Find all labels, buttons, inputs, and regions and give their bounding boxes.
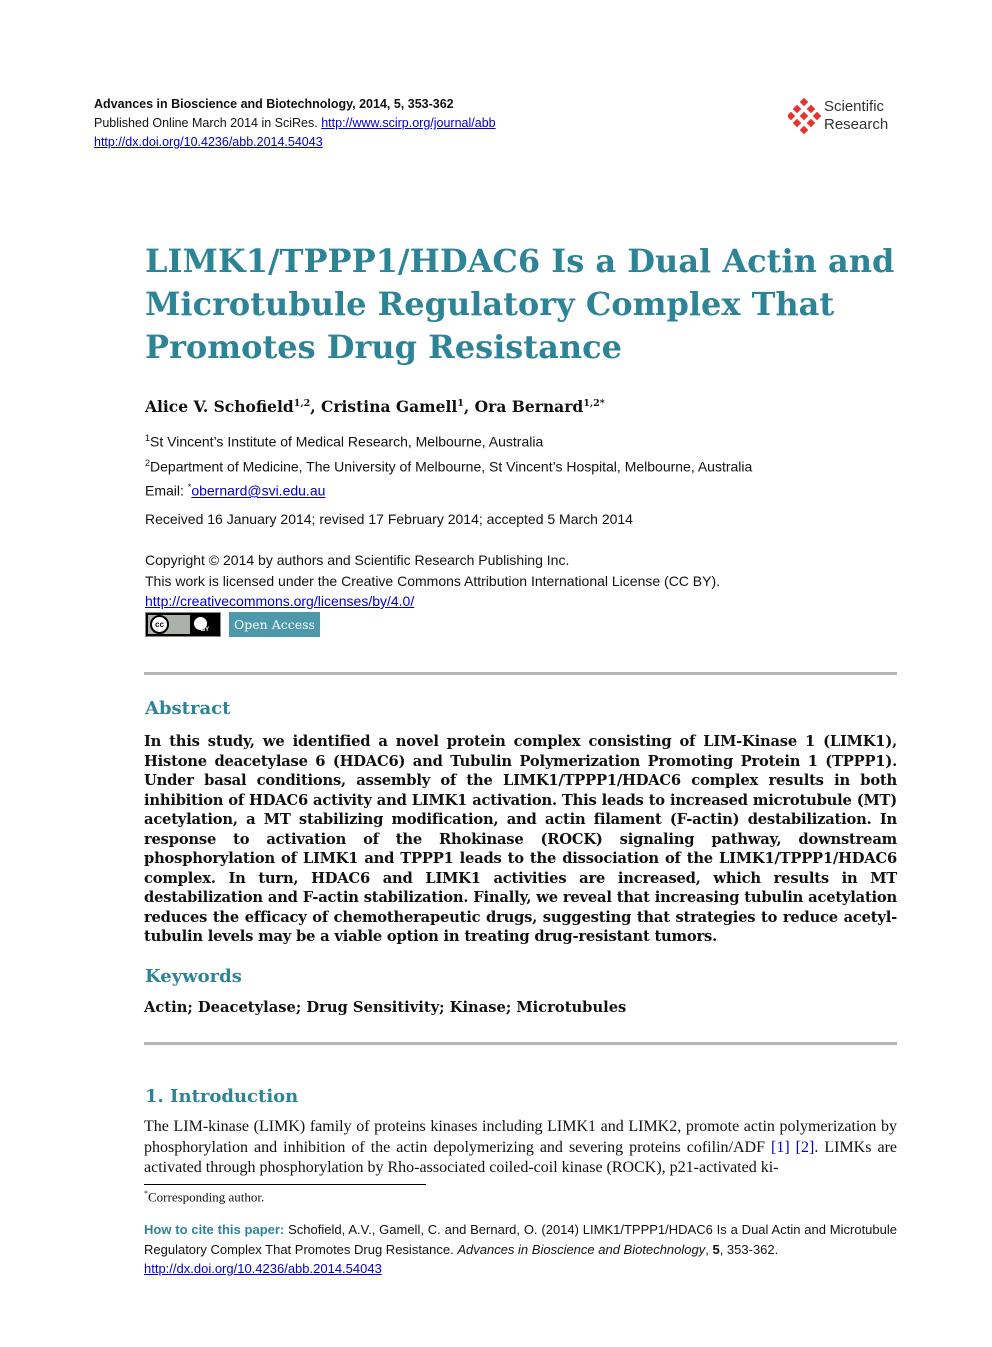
footnote-divider	[144, 1184, 426, 1185]
scirp-logo-icon	[788, 98, 822, 134]
cc-icon: cc	[150, 615, 169, 634]
author-affiliation-marker: 1,2*	[583, 397, 605, 409]
author-separator: ,	[463, 397, 475, 416]
abstract-text: In this study, we identified a novel protein complex consisting of LIM-Kinase 1 (LIMK1), Histone deacetylase 6 (HDAC6) and Tubulin Polymerization Promoting Protein 1 (TPPP1). Under basal conditions, assembly of the LIMK1/TPPP1/HDAC6 complex results in both inhibition of HDAC6 activity and LIMK1 activation. This leads to increased microtubule (MT) acetylation, a MT stabilizing modification, and actin filament (F-actin) destabilization. In response to activation of the Rhokinase (ROCK) signaling pathway, downstream phosphorylation of LIMK1 and TPPP1 leads to the dissociation of the LIMK1/TPPP1/HDAC6 complex. In turn, HDAC6 and LIMK1 activities are increased, which results in MT destabilization and F-actin stabilization. Finally, we reveal that increasing tubulin acetylation reduces the efficacy of chemotherapeutic drugs, suggesting that strategies to reduce acetyl-tubulin levels may be a viable option in treating drug-resistant tumors.	[144, 733, 897, 945]
doi-line	[94, 133, 496, 152]
keywords-heading: Keywords	[145, 966, 242, 987]
publication-line	[94, 114, 496, 133]
logo-text	[824, 98, 888, 134]
author-name: Ora Bernard	[474, 397, 584, 416]
footnote-text: Corresponding author.	[148, 1189, 265, 1205]
by-label: BY	[200, 627, 210, 633]
journal-header	[94, 95, 496, 152]
intro-text-part-2: . LIMKs are activated through phosphorylation by Rho-associated coiled-coil kinase (ROCK), p21-activated ki-	[144, 1138, 898, 1176]
email-label: Email:	[145, 482, 188, 499]
journal-citation: Advances in Bioscience and Biotechnology, 2014, 5, 353-362	[94, 97, 454, 111]
email-line	[145, 477, 752, 502]
author-affiliation-marker: 1	[457, 397, 464, 409]
reference-link-1[interactable]: [1]	[770, 1138, 790, 1156]
affiliation-text: St Vincent’s Institute of Medical Research, Melbourne, Australia	[150, 433, 544, 450]
license-line: This work is licensed under the Creative Commons Attribution International License (CC BY).	[145, 572, 721, 589]
author-list	[145, 397, 605, 416]
citation-authors-title: Schofield, A.V., Gamell, C. and Bernard, O. (2014) LIMK1/TPPP1/HDAC6 Is a Dual Actin and Microtubule Regulatory Complex That Promotes Drug Resistance.	[144, 1222, 897, 1257]
affiliation-text: Department of Medicine, The University of Melbourne, St Vincent’s Hospital, Melbourne, Australia	[150, 458, 753, 475]
author-separator: ,	[310, 397, 322, 416]
affiliation-1	[145, 428, 752, 453]
citation-separator: ,	[705, 1241, 713, 1257]
citation-journal: Advances in Bioscience and Biotechnology	[457, 1241, 706, 1257]
affiliation-number: 2	[145, 457, 151, 468]
logo-line-2: Research	[824, 116, 889, 133]
citation-block	[144, 1220, 897, 1279]
email-link[interactable]: obernard@svi.edu.au	[191, 482, 326, 499]
introduction-text	[144, 1117, 897, 1179]
header-doi-link[interactable]: http://dx.doi.org/10.4236/abb.2014.54043	[94, 135, 323, 149]
paper-title: LIMK1/TPPP1/HDAC6 Is a Dual Actin and Microtubule Regulatory Complex That Promotes Drug Resistance	[145, 242, 895, 366]
license-url-link[interactable]: http://creativecommons.org/licenses/by/4.0/	[145, 593, 415, 609]
abstract-heading: Abstract	[145, 698, 231, 719]
copyright-line: Copyright © 2014 by authors and Scientific Research Publishing Inc.	[145, 552, 570, 568]
affiliation-2	[145, 453, 752, 478]
author-name: Cristina Gamell	[321, 397, 458, 416]
email-marker: *	[187, 482, 192, 493]
citation-volume: 5	[712, 1241, 720, 1257]
footnote	[144, 1189, 264, 1205]
footnote-marker: *	[144, 1189, 148, 1198]
reference-link-2[interactable]: [2]	[795, 1138, 815, 1156]
journal-url-link[interactable]: http://www.scirp.org/journal/abb	[321, 116, 496, 130]
open-access-badge[interactable]: Open Access	[229, 612, 320, 637]
section-divider-top	[144, 672, 897, 675]
scientific-research-logo	[788, 98, 898, 138]
author-affiliation-marker: 1,2	[293, 397, 311, 409]
affiliation-number: 1	[145, 433, 151, 443]
submission-dates: Received 16 January 2014; revised 17 February 2014; accepted 5 March 2014	[145, 511, 633, 527]
citation-pages: , 353-362.	[719, 1241, 779, 1257]
copyright-block	[145, 550, 720, 612]
introduction-heading: 1. Introduction	[145, 1086, 299, 1107]
citation-label: How to cite this paper:	[144, 1222, 289, 1237]
cc-by-badge[interactable]	[145, 612, 221, 637]
affiliations	[145, 428, 752, 502]
section-divider-bottom	[144, 1042, 897, 1045]
intro-text-part-1: The LIM-kinase (LIMK) family of proteins kinases including LIMK1 and LIMK2, promote actin polymerization by phosphorylation and inhibition of the actin depolymerizing and severing proteins cofilin/ADF	[144, 1118, 897, 1156]
license-url-line	[145, 591, 720, 612]
logo-line-1: Scientific	[824, 98, 885, 115]
keywords-text: Actin; Deacetylase; Drug Sensitivity; Kinase; Microtubules	[144, 999, 627, 1016]
citation-doi-link[interactable]: http://dx.doi.org/10.4236/abb.2014.54043	[144, 1261, 382, 1276]
published-online-text: Published Online March 2014 in SciRes.	[94, 116, 318, 130]
author-name: Alice V. Schofield	[145, 397, 294, 416]
